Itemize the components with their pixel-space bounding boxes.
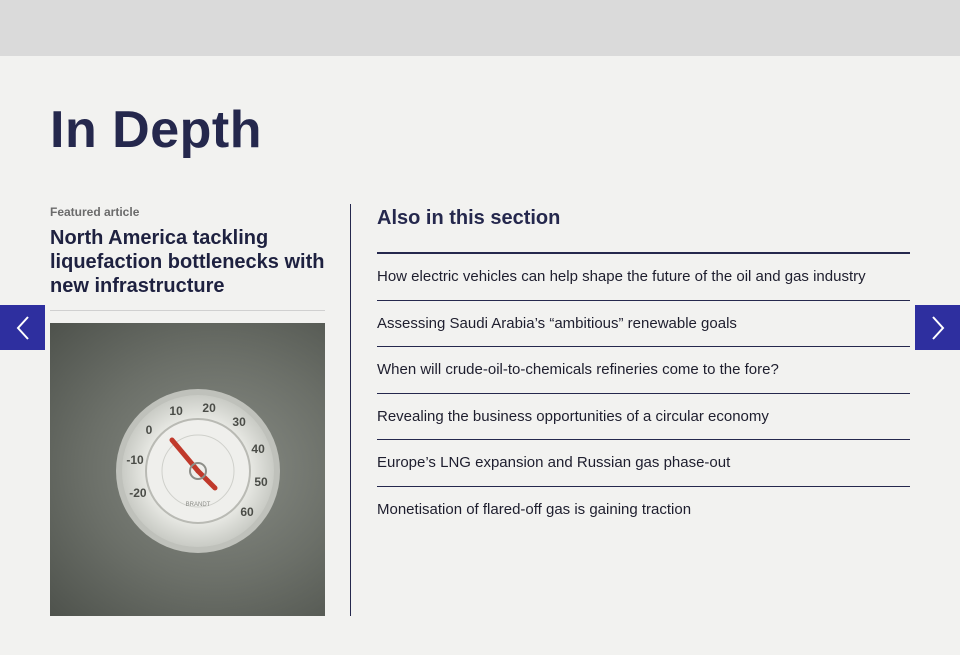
also-in-section [377,204,910,532]
gauge-number: -20 [129,485,147,500]
featured-label: Featured article [50,205,140,219]
gauge-number: 40 [251,442,265,457]
article-link[interactable]: How electric vehicles can help shape the future of the oil and gas industry [377,254,910,301]
gauge-illustration [50,323,325,616]
gauge-number: 10 [169,403,183,418]
section-divider [350,204,351,616]
featured-title[interactable]: North America tackling liquefaction bottlenecks with new infrastructure [50,226,325,311]
section-title: In Depth [50,101,262,159]
chevron-left-icon [15,315,31,341]
gauge-number: 0 [145,422,153,437]
featured-image[interactable] [50,323,325,616]
also-title: Also in this section [377,204,910,254]
article-link[interactable]: Assessing Saudi Arabia’s “ambitious” renewable goals [377,301,910,348]
article-link[interactable]: Monetisation of flared-off gas is gaining traction [377,500,692,518]
gauge-number: 60 [240,505,254,520]
gauge-number: -10 [126,452,144,467]
previous-button[interactable] [0,305,45,350]
article-link[interactable]: Revealing the business opportunities of a circular economy [377,394,910,441]
gauge-brand: BRANDT [185,502,211,508]
article-link[interactable]: Europe’s LNG expansion and Russian gas phase-out [377,440,910,487]
featured-article[interactable] [50,205,325,311]
gauge-number: 20 [202,401,216,415]
article-link[interactable]: When will crude-oil-to-chemicals refineries come to the fore? [377,347,910,394]
chevron-right-icon [930,315,946,341]
gauge-number: 30 [232,415,246,429]
also-list [377,254,910,532]
top-bar [0,0,960,56]
next-button[interactable] [915,305,960,350]
gauge-number: 50 [254,475,268,490]
